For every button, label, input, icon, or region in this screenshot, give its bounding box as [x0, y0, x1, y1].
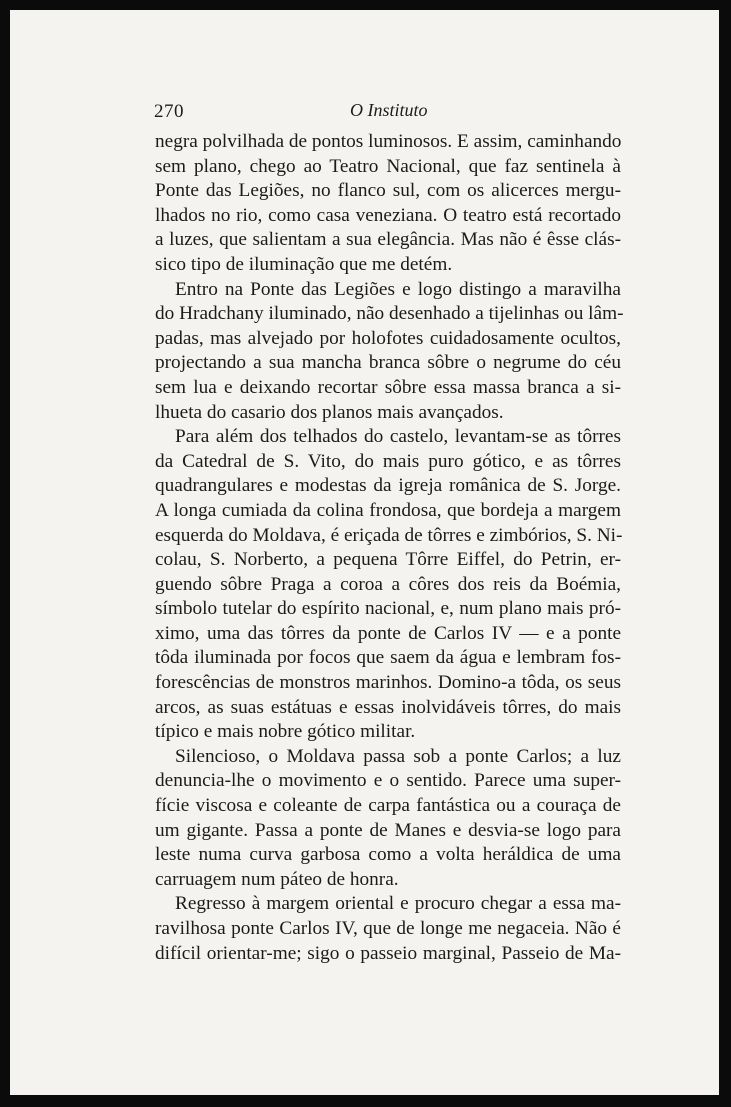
text-line: arcos, as suas estátuas e essas inolvidáveis tôrres, do mais [155, 696, 621, 718]
text-line: sem lua e deixando recortar sôbre essa massa branca a si- [155, 376, 621, 398]
paragraph-2 [155, 278, 624, 426]
text-line: quadrangulares e modestas da igreja românica de S. Jorge. [155, 475, 621, 497]
text-line: sico tipo de iluminação que me detém. [155, 253, 453, 275]
text-line: lhados no rio, como casa veneziana. O teatro está recortado [155, 204, 621, 226]
paragraph-4 [155, 745, 621, 893]
text-line: ravilhosa ponte Carlos IV, que de longe me negaceia. Não é [155, 918, 621, 939]
text-line: padas, mas alvejado por holofotes cuidadosamente ocultos, [155, 327, 621, 349]
text-line: Ponte das Legiões, no flanco sul, com os alicerces mergu- [155, 180, 621, 202]
paragraph-3 [155, 425, 621, 745]
text-line: leste numa curva garbosa como a volta heráldica de uma [155, 844, 621, 866]
text-line: negra polvilhada de pontos luminosos. E assim, caminhando [155, 131, 622, 152]
text-line: Para além dos telhados do castelo, levantam-se as tôrres [175, 426, 621, 448]
text-line: esquerda do Moldava, é eriçada de tôrres e zimbórios, S. Ni- [155, 524, 623, 546]
text-line: Silencioso, o Moldava passa sob a ponte Carlos; a luz [175, 745, 621, 767]
text-line: difícil orientar-me; sigo o passeio marginal, Passeio de Ma- [155, 942, 621, 964]
text-line: A longa cumiada da colina frondosa, que bordeja a margem [155, 499, 621, 521]
text-line: forescências de monstros marinhos. Domino-a tôda, os seus [155, 672, 621, 694]
text-line: carruagem num páteo de honra. [155, 868, 399, 890]
text-line: típico e mais nobre gótico militar. [155, 721, 416, 743]
page-number: 270 [154, 101, 184, 122]
body-text [155, 130, 624, 966]
text-line: guendo sôbre Praga a coroa a côres dos reis da Boémia, [155, 573, 621, 595]
text-line: lhueta do casario dos planos mais avançados. [155, 401, 504, 423]
paragraph-5 [155, 892, 621, 966]
text-line: ximo, uma das tôrres da ponte de Carlos IV — e a ponte [155, 622, 621, 644]
paragraph-1 [155, 130, 621, 278]
page-header [154, 95, 584, 125]
text-line: símbolo tutelar do espírito nacional, e, num plano mais pró- [155, 598, 621, 620]
text-line: um gigante. Passa a ponte de Manes e desvia-se logo para [155, 819, 621, 841]
book-page [10, 10, 719, 1095]
text-line: do Hradchany iluminado, não desenhado a tijelinhas ou lâm- [155, 303, 624, 325]
text-line: colau, S. Norberto, a pequena Tôrre Eiffel, do Petrin, er- [155, 549, 621, 571]
text-line: Entro na Ponte das Legiões e logo distingo a maravilha [175, 278, 621, 300]
text-line: da Catedral de S. Vito, do mais puro gótico, e as tôrres [155, 450, 621, 472]
text-line: projectando a sua mancha branca sôbre o negrume do céu [155, 352, 621, 374]
text-line: tôda iluminada por focos que saem da água e lembram fos- [155, 647, 621, 669]
running-title: O Instituto [350, 100, 428, 120]
text-line: a luzes, que salientam a sua elegância. Mas não é êsse clás- [155, 229, 621, 251]
text-line: Regresso à margem oriental e procuro chegar a essa ma- [175, 893, 621, 915]
text-line: sem plano, chego ao Teatro Nacional, que faz sentinela à [155, 155, 621, 177]
text-line: fície viscosa e coleante de carpa fantástica ou a couraça de [155, 795, 621, 817]
text-line: denuncia-lhe o movimento e o sentido. Parece uma super- [155, 770, 621, 792]
